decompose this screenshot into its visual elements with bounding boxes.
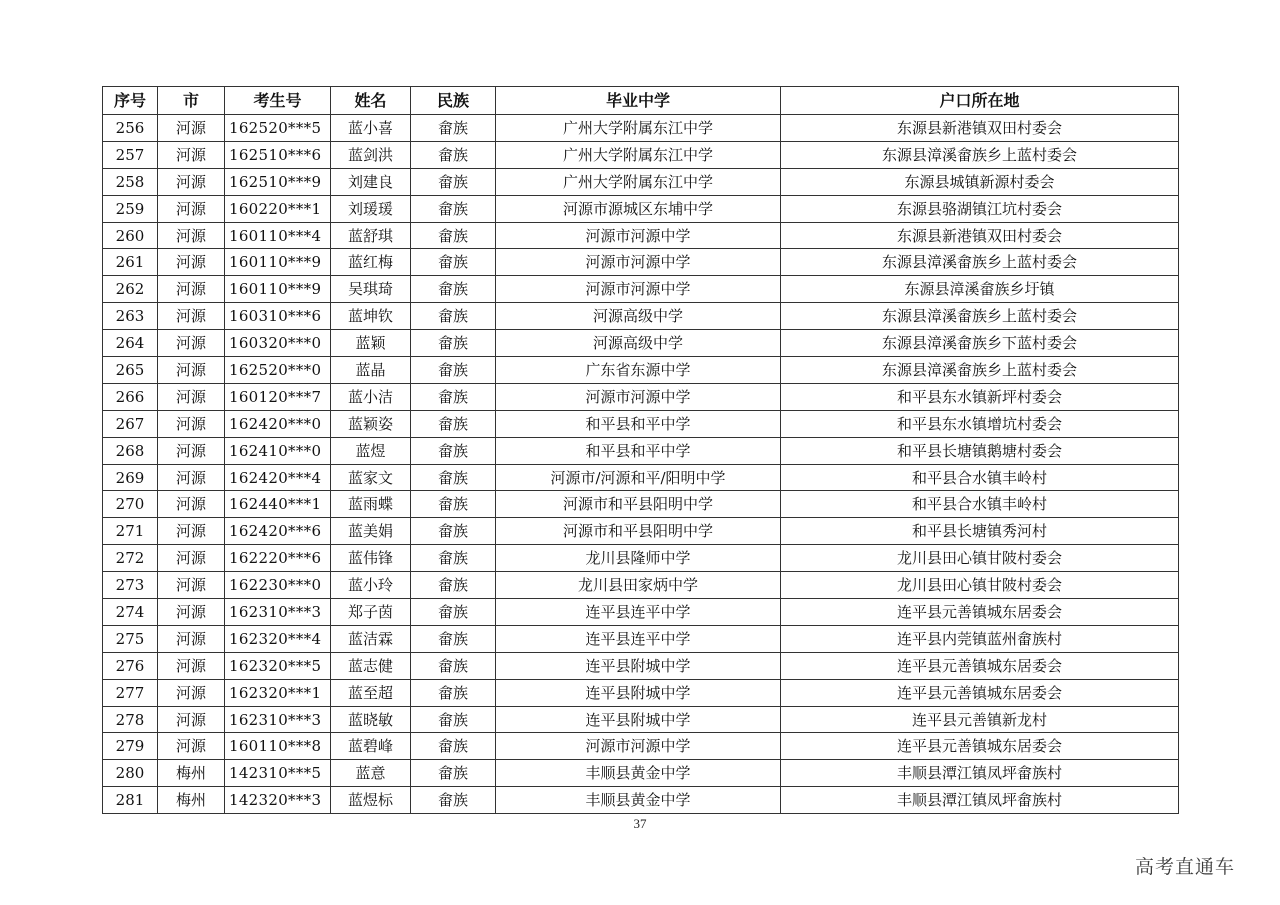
cell-city: 河源 <box>158 706 225 733</box>
table-row <box>103 787 1179 814</box>
table-row <box>103 625 1179 652</box>
cell-city: 河源 <box>158 733 225 760</box>
cell-school: 连平县附城中学 <box>496 706 781 733</box>
table-row <box>103 599 1179 626</box>
cell-city: 河源 <box>158 625 225 652</box>
col-header-exam-number: 考生号 <box>225 87 331 115</box>
cell-residence: 丰顺县潭江镇凤坪畲族村 <box>781 787 1179 814</box>
cell-index: 266 <box>103 383 158 410</box>
cell-ethnicity: 畲族 <box>411 625 496 652</box>
cell-school: 和平县和平中学 <box>496 410 781 437</box>
table-row <box>103 276 1179 303</box>
cell-exam-number: 162410***0 <box>225 437 331 464</box>
cell-city: 河源 <box>158 679 225 706</box>
cell-ethnicity: 畲族 <box>411 733 496 760</box>
cell-exam-number: 162320***4 <box>225 625 331 652</box>
cell-ethnicity: 畲族 <box>411 787 496 814</box>
cell-residence: 东源县骆湖镇江坑村委会 <box>781 195 1179 222</box>
cell-exam-number: 160320***0 <box>225 330 331 357</box>
cell-ethnicity: 畲族 <box>411 464 496 491</box>
cell-exam-number: 162310***3 <box>225 599 331 626</box>
cell-ethnicity: 畲族 <box>411 572 496 599</box>
table-row <box>103 303 1179 330</box>
cell-exam-number: 162320***1 <box>225 679 331 706</box>
table-row <box>103 733 1179 760</box>
cell-ethnicity: 畲族 <box>411 599 496 626</box>
cell-exam-number: 160220***1 <box>225 195 331 222</box>
table-header <box>103 87 1179 115</box>
table-row <box>103 168 1179 195</box>
cell-school: 河源市和平县阳明中学 <box>496 491 781 518</box>
cell-name: 蓝晶 <box>331 357 411 384</box>
cell-index: 256 <box>103 115 158 142</box>
cell-index: 272 <box>103 545 158 572</box>
cell-ethnicity: 畲族 <box>411 518 496 545</box>
cell-city: 河源 <box>158 330 225 357</box>
cell-ethnicity: 畲族 <box>411 115 496 142</box>
cell-exam-number: 160110***9 <box>225 249 331 276</box>
cell-residence: 东源县漳溪畲族乡圩镇 <box>781 276 1179 303</box>
cell-name: 蓝美娟 <box>331 518 411 545</box>
cell-name: 蓝碧峰 <box>331 733 411 760</box>
cell-residence: 和平县东水镇新坪村委会 <box>781 383 1179 410</box>
cell-city: 河源 <box>158 276 225 303</box>
cell-residence: 龙川县田心镇甘陂村委会 <box>781 545 1179 572</box>
cell-exam-number: 142310***5 <box>225 760 331 787</box>
cell-ethnicity: 畲族 <box>411 357 496 384</box>
cell-residence: 东源县漳溪畲族乡下蓝村委会 <box>781 330 1179 357</box>
cell-exam-number: 162440***1 <box>225 491 331 518</box>
cell-index: 258 <box>103 168 158 195</box>
cell-name: 蓝小喜 <box>331 115 411 142</box>
col-header-index: 序号 <box>103 87 158 115</box>
cell-exam-number: 162510***6 <box>225 141 331 168</box>
cell-residence: 连平县元善镇新龙村 <box>781 706 1179 733</box>
cell-index: 257 <box>103 141 158 168</box>
cell-ethnicity: 畲族 <box>411 303 496 330</box>
table-row <box>103 652 1179 679</box>
cell-index: 278 <box>103 706 158 733</box>
cell-exam-number: 160110***9 <box>225 276 331 303</box>
cell-school: 广州大学附属东江中学 <box>496 141 781 168</box>
cell-exam-number: 160310***6 <box>225 303 331 330</box>
cell-name: 蓝家文 <box>331 464 411 491</box>
cell-name: 蓝晓敏 <box>331 706 411 733</box>
cell-index: 263 <box>103 303 158 330</box>
cell-name: 蓝颖 <box>331 330 411 357</box>
cell-ethnicity: 畲族 <box>411 437 496 464</box>
cell-school: 连平县附城中学 <box>496 652 781 679</box>
cell-index: 269 <box>103 464 158 491</box>
cell-name: 蓝意 <box>331 760 411 787</box>
table-row <box>103 518 1179 545</box>
cell-residence: 连平县元善镇城东居委会 <box>781 599 1179 626</box>
cell-residence: 和平县合水镇丰岭村 <box>781 491 1179 518</box>
cell-city: 河源 <box>158 222 225 249</box>
cell-index: 270 <box>103 491 158 518</box>
cell-city: 河源 <box>158 249 225 276</box>
cell-index: 277 <box>103 679 158 706</box>
cell-ethnicity: 畲族 <box>411 330 496 357</box>
cell-index: 281 <box>103 787 158 814</box>
col-header-ethnicity: 民族 <box>411 87 496 115</box>
cell-city: 河源 <box>158 437 225 464</box>
cell-residence: 连平县元善镇城东居委会 <box>781 733 1179 760</box>
cell-residence: 东源县新港镇双田村委会 <box>781 115 1179 142</box>
table-row <box>103 545 1179 572</box>
cell-city: 河源 <box>158 518 225 545</box>
cell-name: 蓝雨蝶 <box>331 491 411 518</box>
header-row <box>103 87 1179 115</box>
cell-index: 271 <box>103 518 158 545</box>
cell-residence: 和平县长塘镇秀河村 <box>781 518 1179 545</box>
cell-name: 蓝志健 <box>331 652 411 679</box>
table-row <box>103 222 1179 249</box>
col-header-name: 姓名 <box>331 87 411 115</box>
cell-city: 河源 <box>158 303 225 330</box>
cell-exam-number: 162310***3 <box>225 706 331 733</box>
cell-ethnicity: 畲族 <box>411 222 496 249</box>
cell-name: 蓝煜 <box>331 437 411 464</box>
cell-city: 河源 <box>158 195 225 222</box>
cell-ethnicity: 畲族 <box>411 652 496 679</box>
col-header-school: 毕业中学 <box>496 87 781 115</box>
cell-residence: 东源县新港镇双田村委会 <box>781 222 1179 249</box>
cell-residence: 东源县漳溪畲族乡上蓝村委会 <box>781 141 1179 168</box>
cell-ethnicity: 畲族 <box>411 760 496 787</box>
cell-ethnicity: 畲族 <box>411 383 496 410</box>
cell-school: 广东省东源中学 <box>496 357 781 384</box>
cell-city: 河源 <box>158 115 225 142</box>
cell-exam-number: 162420***6 <box>225 518 331 545</box>
cell-school: 连平县连平中学 <box>496 625 781 652</box>
table-row <box>103 115 1179 142</box>
student-roster-table <box>102 86 1179 814</box>
cell-ethnicity: 畲族 <box>411 410 496 437</box>
table-row <box>103 141 1179 168</box>
cell-name: 蓝至超 <box>331 679 411 706</box>
cell-index: 274 <box>103 599 158 626</box>
cell-index: 276 <box>103 652 158 679</box>
table-row <box>103 437 1179 464</box>
cell-school: 龙川县隆师中学 <box>496 545 781 572</box>
table-row <box>103 760 1179 787</box>
cell-city: 河源 <box>158 410 225 437</box>
cell-residence: 东源县城镇新源村委会 <box>781 168 1179 195</box>
table-row <box>103 464 1179 491</box>
watermark-logo-text: 高考直通车 <box>1135 856 1236 878</box>
cell-ethnicity: 畲族 <box>411 706 496 733</box>
cell-residence: 东源县漳溪畲族乡上蓝村委会 <box>781 303 1179 330</box>
cell-index: 261 <box>103 249 158 276</box>
cell-residence: 东源县漳溪畲族乡上蓝村委会 <box>781 357 1179 384</box>
cell-index: 273 <box>103 572 158 599</box>
cell-ethnicity: 畲族 <box>411 195 496 222</box>
cell-index: 267 <box>103 410 158 437</box>
cell-index: 259 <box>103 195 158 222</box>
cell-city: 河源 <box>158 652 225 679</box>
cell-name: 蓝煜标 <box>331 787 411 814</box>
cell-name: 蓝剑洪 <box>331 141 411 168</box>
cell-school: 河源市和平县阳明中学 <box>496 518 781 545</box>
cell-school: 连平县附城中学 <box>496 679 781 706</box>
cell-school: 河源高级中学 <box>496 303 781 330</box>
cell-exam-number: 162320***5 <box>225 652 331 679</box>
cell-exam-number: 162420***0 <box>225 410 331 437</box>
cell-name: 蓝洁霖 <box>331 625 411 652</box>
cell-exam-number: 162520***5 <box>225 115 331 142</box>
cell-school: 广州大学附属东江中学 <box>496 115 781 142</box>
cell-residence: 和平县长塘镇鹅塘村委会 <box>781 437 1179 464</box>
cell-exam-number: 160120***7 <box>225 383 331 410</box>
cell-index: 262 <box>103 276 158 303</box>
cell-name: 蓝伟锋 <box>331 545 411 572</box>
cell-school: 河源市河源中学 <box>496 249 781 276</box>
cell-name: 蓝坤钦 <box>331 303 411 330</box>
cell-school: 连平县连平中学 <box>496 599 781 626</box>
cell-residence: 丰顺县潭江镇凤坪畲族村 <box>781 760 1179 787</box>
cell-school: 广州大学附属东江中学 <box>496 168 781 195</box>
cell-exam-number: 162420***4 <box>225 464 331 491</box>
col-header-residence: 户口所在地 <box>781 87 1179 115</box>
cell-residence: 和平县合水镇丰岭村 <box>781 464 1179 491</box>
cell-school: 丰顺县黄金中学 <box>496 787 781 814</box>
cell-index: 279 <box>103 733 158 760</box>
page-number: 37 <box>633 816 647 831</box>
table-body <box>103 115 1179 814</box>
table-row <box>103 410 1179 437</box>
cell-ethnicity: 畲族 <box>411 168 496 195</box>
cell-residence: 连平县元善镇城东居委会 <box>781 679 1179 706</box>
cell-residence: 连平县元善镇城东居委会 <box>781 652 1179 679</box>
cell-city: 河源 <box>158 357 225 384</box>
cell-name: 蓝红梅 <box>331 249 411 276</box>
table-row <box>103 330 1179 357</box>
cell-city: 河源 <box>158 168 225 195</box>
cell-school: 河源市河源中学 <box>496 383 781 410</box>
cell-exam-number: 162220***6 <box>225 545 331 572</box>
cell-exam-number: 162510***9 <box>225 168 331 195</box>
table-row <box>103 357 1179 384</box>
cell-city: 河源 <box>158 491 225 518</box>
cell-school: 龙川县田家炳中学 <box>496 572 781 599</box>
cell-exam-number: 162520***0 <box>225 357 331 384</box>
cell-city: 河源 <box>158 599 225 626</box>
cell-name: 蓝小玲 <box>331 572 411 599</box>
cell-ethnicity: 畲族 <box>411 141 496 168</box>
cell-ethnicity: 畲族 <box>411 679 496 706</box>
cell-city: 河源 <box>158 545 225 572</box>
cell-city: 河源 <box>158 464 225 491</box>
cell-index: 265 <box>103 357 158 384</box>
table-row <box>103 195 1179 222</box>
cell-school: 丰顺县黄金中学 <box>496 760 781 787</box>
cell-index: 280 <box>103 760 158 787</box>
cell-name: 郑子茵 <box>331 599 411 626</box>
cell-exam-number: 142320***3 <box>225 787 331 814</box>
cell-city: 河源 <box>158 141 225 168</box>
table-row <box>103 249 1179 276</box>
cell-name: 蓝小洁 <box>331 383 411 410</box>
cell-city: 梅州 <box>158 787 225 814</box>
table-row <box>103 572 1179 599</box>
cell-school: 河源市河源中学 <box>496 222 781 249</box>
cell-city: 河源 <box>158 572 225 599</box>
table-row <box>103 383 1179 410</box>
cell-ethnicity: 畲族 <box>411 276 496 303</box>
cell-school: 河源市源城区东埔中学 <box>496 195 781 222</box>
table-row <box>103 679 1179 706</box>
cell-index: 260 <box>103 222 158 249</box>
cell-name: 刘瑗瑗 <box>331 195 411 222</box>
cell-residence: 龙川县田心镇甘陂村委会 <box>781 572 1179 599</box>
cell-name: 蓝颖姿 <box>331 410 411 437</box>
cell-school: 河源市河源中学 <box>496 733 781 760</box>
cell-school: 河源市/河源和平/阳明中学 <box>496 464 781 491</box>
cell-city: 梅州 <box>158 760 225 787</box>
col-header-city: 市 <box>158 87 225 115</box>
cell-name: 蓝舒琪 <box>331 222 411 249</box>
cell-index: 268 <box>103 437 158 464</box>
cell-index: 264 <box>103 330 158 357</box>
cell-ethnicity: 畲族 <box>411 545 496 572</box>
cell-name: 吴琪琦 <box>331 276 411 303</box>
cell-exam-number: 160110***4 <box>225 222 331 249</box>
cell-exam-number: 160110***8 <box>225 733 331 760</box>
cell-school: 和平县和平中学 <box>496 437 781 464</box>
cell-school: 河源市河源中学 <box>496 276 781 303</box>
cell-exam-number: 162230***0 <box>225 572 331 599</box>
cell-name: 刘建良 <box>331 168 411 195</box>
cell-ethnicity: 畲族 <box>411 491 496 518</box>
cell-ethnicity: 畲族 <box>411 249 496 276</box>
table-row <box>103 491 1179 518</box>
cell-residence: 连平县内莞镇蓝州畲族村 <box>781 625 1179 652</box>
cell-residence: 东源县漳溪畲族乡上蓝村委会 <box>781 249 1179 276</box>
cell-residence: 和平县东水镇增坑村委会 <box>781 410 1179 437</box>
cell-city: 河源 <box>158 383 225 410</box>
cell-school: 河源高级中学 <box>496 330 781 357</box>
table-row <box>103 706 1179 733</box>
cell-index: 275 <box>103 625 158 652</box>
